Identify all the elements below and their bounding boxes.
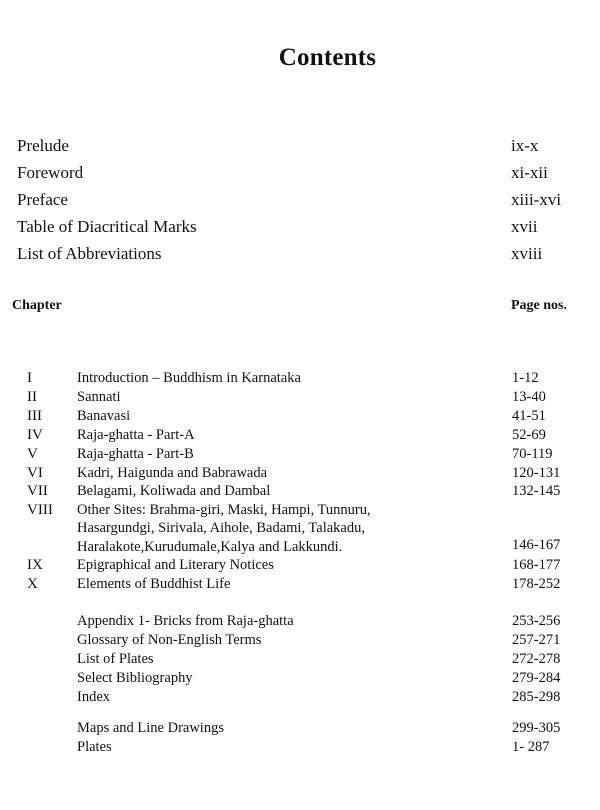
chapter-title: Belagami, Koliwada and Dambal (77, 483, 271, 499)
front-matter-pages: xi-xii (511, 163, 548, 182)
chapter-pages: 70-119 (512, 446, 553, 462)
front-matter-pages: ix-x (511, 136, 539, 155)
front-matter-label: Foreword (17, 163, 84, 182)
chapter-number: VII (27, 483, 48, 499)
chapter-number: VI (27, 465, 43, 481)
illustrations-pages: 299-305 (512, 720, 561, 736)
chapter-header: Chapter (12, 298, 62, 313)
chapter-title: Epigraphical and Literary Notices (77, 557, 274, 573)
chapter-pages: 168-177 (512, 557, 561, 573)
chapter-pages: 1-12 (512, 370, 539, 386)
illustrations-pages: 1- 287 (512, 739, 550, 755)
chapter-title: Raja-ghatta - Part-A (77, 427, 195, 443)
front-matter-label: Preface (17, 190, 68, 209)
chapter-title: Banavasi (77, 408, 131, 424)
back-matter-label: Select Bibliography (77, 670, 193, 686)
page-nos-header: Page nos. (511, 298, 567, 313)
front-matter-label: List of Abbreviations (17, 244, 162, 263)
chapter-number: III (27, 408, 42, 424)
back-matter-pages: 257-271 (512, 632, 561, 648)
back-matter-label: Index (77, 689, 111, 705)
chapter-pages: 146-167 (512, 537, 561, 553)
front-matter-label: Table of Diacritical Marks (17, 217, 197, 236)
chapter-title-continued: Hasargundgi, Sirivala, Aihole, Badami, Talakadu, (77, 520, 365, 536)
chapter-title: Kadri, Haigunda and Babrawada (77, 465, 268, 481)
back-matter-label: Appendix 1- Bricks from Raja-ghatta (77, 613, 294, 629)
chapter-title: Elements of Buddhist Life (77, 576, 231, 592)
illustrations-label: Plates (77, 739, 112, 755)
chapter-number: X (27, 576, 38, 592)
page-title: Contents (278, 44, 377, 71)
chapter-title: Introduction – Buddhism in Karnataka (77, 370, 301, 386)
chapter-number: IX (27, 557, 43, 573)
chapter-pages: 178-252 (512, 576, 561, 592)
front-matter-label: Prelude (17, 136, 69, 155)
chapter-pages: 52-69 (512, 427, 546, 443)
chapter-pages: 120-131 (512, 465, 561, 481)
illustrations-label: Maps and Line Drawings (77, 720, 224, 736)
chapter-number: II (27, 389, 37, 405)
back-matter-label: Glossary of Non-English Terms (77, 632, 262, 648)
chapter-title: Sannati (77, 389, 121, 405)
chapter-number: VIII (27, 502, 53, 518)
back-matter-pages: 253-256 (512, 613, 561, 629)
back-matter-pages: 279-284 (512, 670, 561, 686)
chapter-number: V (27, 446, 38, 462)
front-matter-pages: xiii-xvi (511, 190, 562, 209)
chapter-pages: 132-145 (512, 483, 561, 499)
front-matter-pages: xvii (511, 217, 538, 236)
chapter-number: IV (27, 427, 43, 443)
chapter-pages: 41-51 (512, 408, 546, 424)
front-matter-pages: xviii (511, 244, 543, 263)
back-matter-pages: 285-298 (512, 689, 561, 705)
chapter-pages: 13-40 (512, 389, 546, 405)
back-matter-label: List of Plates (77, 651, 154, 667)
chapter-number: I (27, 370, 32, 386)
back-matter-pages: 272-278 (512, 651, 561, 667)
chapter-title: Raja-ghatta - Part-B (77, 446, 194, 462)
chapter-title: Other Sites: Brahma-giri, Maski, Hampi, Tunnuru, (77, 502, 371, 518)
chapter-title-continued: Haralakote,Kurudumale,Kalya and Lakkundi. (77, 539, 343, 555)
